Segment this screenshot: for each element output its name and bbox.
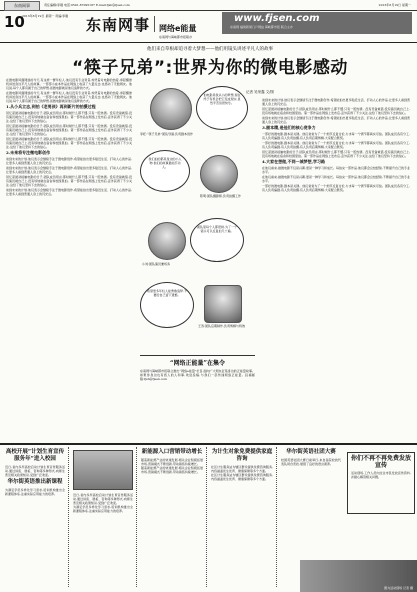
quote-bubble: 拍电影是我从小的梦想,现在终于有机会把它变成现实,虽然辛苦但很快乐。 — [196, 86, 248, 130]
section-text: 谈到未来的计划,他们表示会继续专注于微电影创作,希望能拍出更多贴近生活、打动人心的作品,让更多人看到普通人身上的闪光点。 — [6, 157, 132, 165]
column-logo — [154, 16, 217, 39]
section-text: 谈到未来的计划,他们表示会继续专注于微电影创作,希望能拍出更多贴近生活、打动人心的作品,让更多人看到普通人身上的闪光点。 — [6, 188, 132, 196]
news-text: 为满足学员多样化学习需求,培训机构推出全新课程体系,注重实际应用能力的培养。 — [73, 505, 133, 513]
portrait-photo — [200, 155, 238, 193]
section-text: 谈到未来的计划,他们表示会继续专注于微电影创作,希望能拍出更多贴近生活、打动人心的作品,让更多人看到普通人身上的闪光点。 — [6, 166, 132, 174]
section-text: 回忆起最初接触电影的日子,团队成员坦言,那时候什么都不懂,只有一腔热情。没有设备就借,没有演员就自己上,没有场地就在宿舍和校园里拍。第一部作品在网络上发布后,意外获得了不少关注,这给了他们坚持下去的信心。 — [262, 150, 410, 158]
bottom-photo — [300, 560, 417, 592]
site-banner — [222, 12, 412, 34]
portrait-photo — [150, 88, 192, 130]
news-item — [208, 447, 277, 587]
editor-info: 责任编辑/李刚 电话:0591-87095187 E-mail:fjsb@fjsen.com — [44, 3, 130, 7]
news-headline: 新能源入口营销带动增长 — [141, 449, 203, 455]
issue-date: 2013年8月19日 星期一 — [378, 3, 411, 7]
news-item — [2, 447, 69, 587]
sidebar-title: “网络正能量”在集令 — [170, 360, 225, 367]
section-text: 回忆起最初接触电影的日子,团队成员坦言,那时候什么都不懂,只有一腔热情。没有设备就借,没有演员就自己上,没有场地就在宿舍和校园里拍。第一部作品在网络上发布后,意外获得了不少关注,这给了他们坚持下去的信心。 — [6, 124, 132, 136]
photo-caption: 图为活动现场 记者 摄 — [384, 586, 413, 590]
article-lead: 在微电影风靡网络的今天,有这样一群年轻人,他们没有专业背景,却凭着对电影的热爱,拿起摄像机讲述身边平凡人的故事。一部部小成本作品在网络上收获了大量点击,也感动了无数网友。他们说,每个人都有属于自己的梦想,而微电影就是他们追梦的方式。 — [6, 78, 132, 90]
photo-caption: 李旺:“筷子兄弟”团队导演,负责剧本创作 — [140, 132, 194, 136]
site-sub: 东南网 福建新闻门户网站 海峡都市报 联合主办 — [230, 25, 293, 29]
section-heading: 2.未来将专注微电影创作 — [6, 150, 51, 155]
page-number: 10 — [4, 13, 25, 31]
logo-main: 网络e能量 — [159, 24, 197, 33]
section-text: 在他们看来,做微电影不仅是兴趣,更是一种学习和成长。每拍完一部作品,他们都会总结经验,不断提升自己的专业水平。 — [262, 175, 410, 183]
news-headline: 高校开展“计划生育宣传服务年”进入校园 — [5, 449, 65, 462]
section-text: 回忆起最初接触电影的日子,团队成员坦言,那时候什么都不懂,只有一腔热情。没有设备就借,没有演员就自己上,没有场地就在宿舍和校园里拍。第一部作品在网络上发布后,意外获得了不少关注,这给了他们坚持下去的信心。 — [6, 111, 132, 123]
news-headline: 为计生对象免费提供家庭咨询 — [211, 449, 273, 462]
news-headline: 华尔街英语社团大赛 — [286, 449, 336, 455]
article-deck: 他们来自草根却追寻着大梦想——他们用镜头讲述平凡人的故事 — [147, 47, 273, 52]
section-text: 一部好的微电影,剧本是关键。他们常常为了一个细节反复讨论,力求每一个情节都真实可信。团队成员各有分工,有人负责编剧,有人负责拍摄,有人负责后期剪辑,大家配合默契。 — [262, 184, 410, 192]
portrait-photo — [148, 222, 186, 260]
news-text: 随着新能源产业的快速发展,相关企业积极拓展市场,营销模式不断创新,带动销售持续增长。 — [141, 466, 203, 474]
section-text: 一部好的微电影,剧本是关键。他们常常为了一个细节反复讨论,力求每一个情节都真实可信。团队成员各有分工,有人负责编剧,有人负责拍摄,有人负责后期剪辑,大家配合默契。 — [262, 132, 410, 140]
sidebar-box — [140, 355, 255, 436]
section-heading: 3.剧本精,是他们的核心竞争力 — [262, 125, 316, 130]
news-text: 随着新能源产业的快速发展,相关企业积极拓展市场,营销模式不断创新,带动销售持续增长。 — [141, 458, 203, 466]
edition-tag: 东南网事 — [4, 1, 40, 11]
section-text: 回忆起最初接触电影的日子,团队成员坦言,那时候什么都不懂,只有一腔热情。没有设备就借,没有演员就自己上,没有场地就在宿舍和校园里拍。第一部作品在网络上发布后,意外获得了不少关注,这给了他们坚持下去的信心。 — [6, 137, 132, 149]
quote-bubble: 我们拍的都是身边的小人物,他们的故事最能打动人。 — [140, 150, 190, 192]
logo-sub: 东南网与海峡都市报联办 — [159, 35, 193, 39]
article-lead-repeat: 在微电影风靡网络的今天,有这样一群年轻人,他们没有专业背景,却凭着对电影的热爱,拿起摄像机讲述身边平凡人的故事。一部部小成本作品在网络上收获了大量点击,也感动了无数网友。他们说,每个人都有属于自己的梦想,而微电影就是他们追梦的方式。 — [6, 91, 132, 103]
section-text: 谈到未来的计划,他们表示会继续专注于微电影创作,希望能拍出更多贴近生活、打动人心的作品,让更多人看到普通人身上的闪光点。 — [262, 98, 410, 106]
news-photo — [73, 450, 133, 490]
news-headline: 华尔街英语推出新课程 — [7, 479, 63, 485]
section-text: 谈到未来的计划,他们表示会继续专注于微电影创作,希望能拍出更多贴近生活、打动人心的作品,让更多人看到普通人身上的闪光点。 — [262, 116, 410, 124]
news-text: 近日,省内多所高校启动计划生育宣传服务活动,通过讲座、展板、咨询等多种形式,向师生普及相关政策知识,受到广泛欢迎。 — [73, 493, 133, 505]
news-item-boxed — [347, 452, 415, 514]
article-column-left — [6, 78, 132, 440]
section-text: 回忆起最初接触电影的日子,团队成员坦言,那时候什么都不懂,只有一腔热情。没有设备就借,没有演员就自己上,没有场地就在宿舍和校园里拍。第一部作品在网络上发布后,意外获得了不少关注,这给了他们坚持下去的信心。 — [6, 175, 132, 187]
news-text: 为满足学员多样化学习需求,培训机构推出全新课程体系,注重实际应用能力的培养。 — [5, 488, 65, 496]
news-text: 社区计生服务站为辖区群众提供免费咨询服务,内容涵盖优生优育、健康保健等多个方面。 — [211, 465, 273, 473]
sidebar-text: 东南网与海峡都市报联合推出“网络e能量”栏目,面向广大网友征集身边的正能量故事。如果你身边也有感人的人和事,欢迎投稿,与我们一起传递网络正能量。投稿邮箱:fjsb@fjsen.com — [140, 369, 255, 381]
article-byline: 记者 吴荣鑫 文/图 — [246, 90, 274, 94]
section-heading: 4.大家在想做,不同一城梦想,学习路 — [262, 159, 325, 164]
section-divider — [0, 443, 417, 445]
photo-caption: 陈明:团队摄影师,负责拍摄工作 — [200, 194, 241, 198]
news-item — [70, 447, 137, 587]
site-url: www.fjsen.com — [234, 13, 320, 24]
news-text: 近日,省内多所高校启动计划生育宣传服务活动,通过讲座、展板、咨询等多种形式,向师生普及相关政策知识,受到广泛欢迎。 — [5, 465, 65, 477]
quote-bubble: 团队里每个人都很拼,为了一个镜头可以反复拍几十遍。 — [190, 218, 244, 262]
portrait-photo — [204, 285, 242, 323]
news-item — [138, 447, 207, 587]
news-text: 校园英语社团大赛日前举行,来自各院校的代表队同台竞技,展现了良好的语言素养。 — [281, 458, 341, 466]
section-brand: 东南网事 — [86, 16, 151, 34]
news-headline: 你们不再不再免费发放宣传 — [350, 455, 411, 469]
dateline: 2013年8月19日 星期一 责编/李刚 — [22, 14, 69, 18]
article-headline: “筷子兄弟”:世界为你的微电影感动 — [72, 58, 348, 78]
photo-caption: 王涛:团队后期制作,负责剪辑与特效 — [198, 324, 245, 328]
section-text: 在他们看来,做微电影不仅是兴趣,更是一种学习和成长。每拍完一部作品,他们都会总结经验,不断提升自己的专业水平。 — [262, 166, 410, 174]
masthead — [0, 10, 417, 43]
quote-bubble: 希望更多年轻人能勇敢追梦,不要给自己留下遗憾。 — [140, 282, 194, 328]
section-text: 回忆起最初接触电影的日子,团队成员坦言,那时候什么都不懂,只有一腔热情。没有设备就借,没有演员就自己上,没有场地就在宿舍和校园里拍。第一部作品在网络上发布后,意外获得了不少关注,这给了他们坚持下去的信心。 — [262, 107, 410, 115]
article-column-right — [262, 98, 410, 440]
section-heading: 1.从小兵立志,到拍《老男孩》再到新片的拍摄过程 — [6, 104, 96, 109]
news-text: 社区计生服务站为辖区群众提供免费咨询服务,内容涵盖优生优育、健康保健等多个方面。 — [211, 473, 273, 481]
news-text: 活动现场,工作人员向过往市民发放宣传资料,并耐心解答相关问题。 — [351, 471, 411, 479]
section-text: 一部好的微电影,剧本是关键。他们常常为了一个细节反复讨论,力求每一个情节都真实可信。团队成员各有分工,有人负责编剧,有人负责拍摄,有人负责后期剪辑,大家配合默契。 — [262, 141, 410, 149]
photo-caption: 小刘:团队演员兼场务 — [142, 262, 171, 266]
